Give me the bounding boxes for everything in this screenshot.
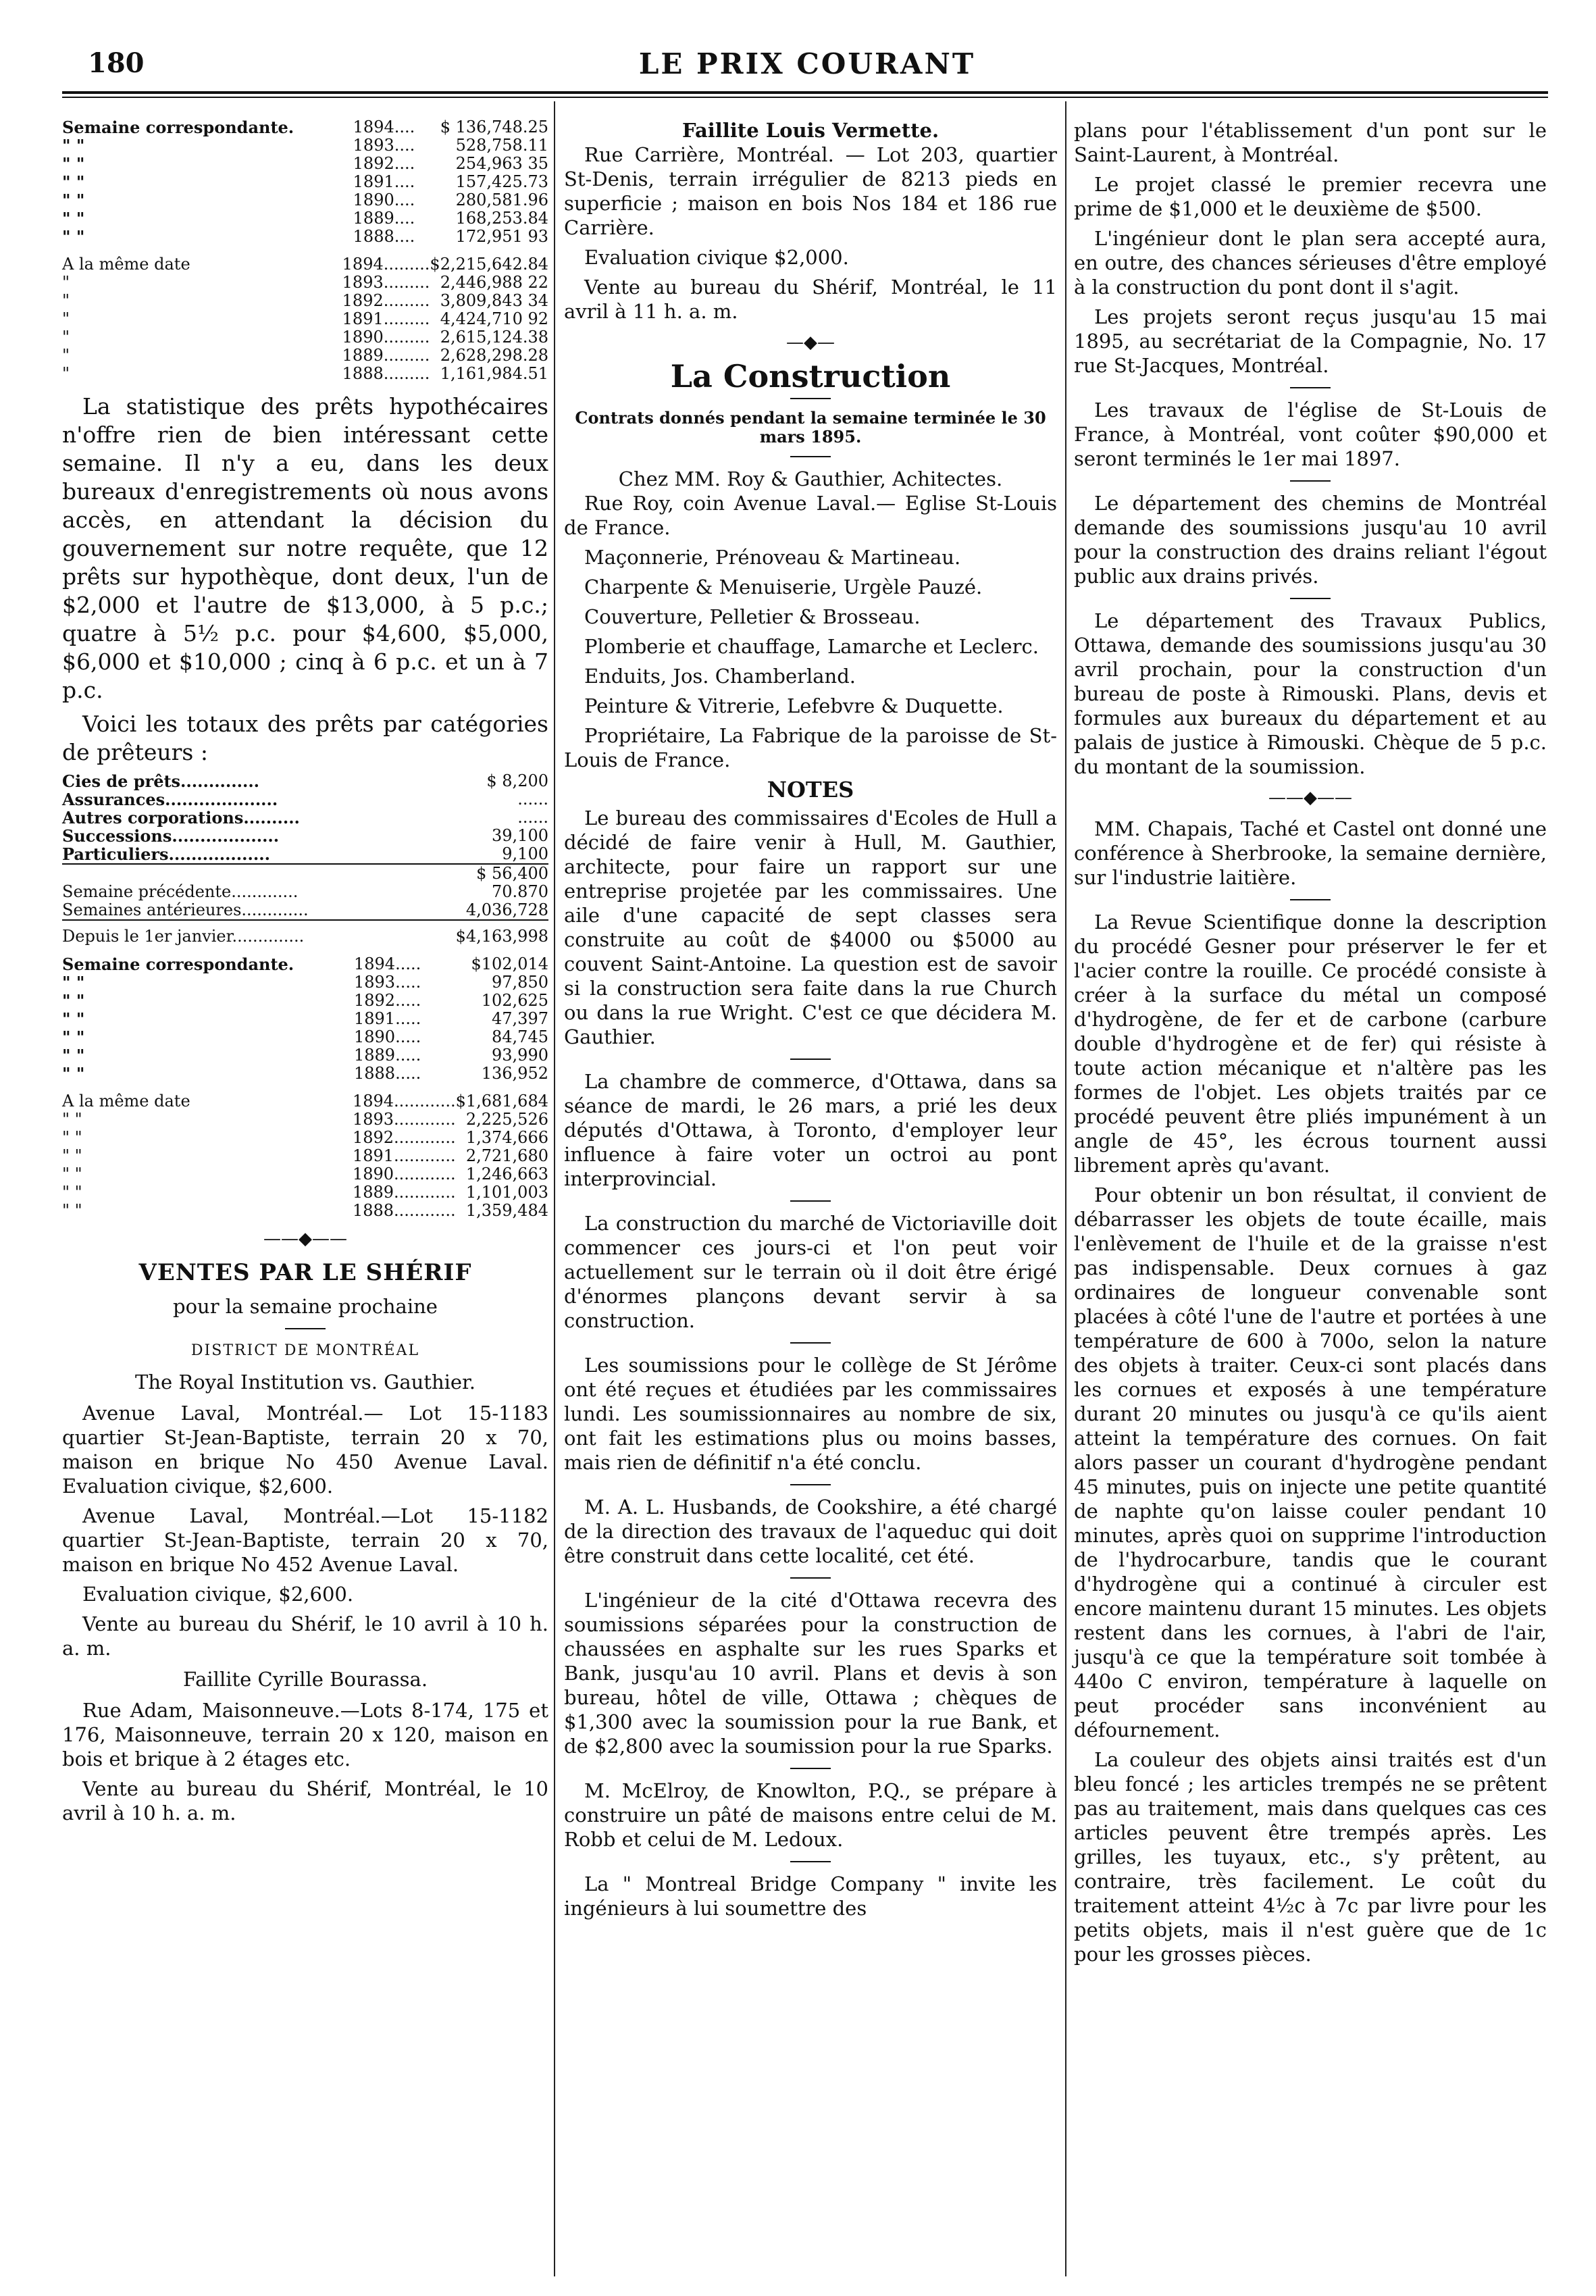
case-title: The Royal Institution vs. Gauthier. (135, 1371, 475, 1394)
row-year: 1894.... (353, 118, 415, 136)
row-value: 1,359,484 (465, 1201, 548, 1220)
row-value: 528,758.11 (455, 136, 548, 155)
row-year: 1890......... (342, 328, 430, 347)
row-label: " " (62, 991, 85, 1011)
notes-title: NOTES (767, 777, 854, 802)
row-year: 1893............ (352, 1110, 456, 1129)
contract-line: Propriétaire, La Fabrique de la paroisse de St-Louis de France. (564, 724, 1057, 771)
table-row (62, 1111, 548, 1129)
case-paragraph: Avenue Laval, Montréal.—Lot 15-1182 quartier St-Jean-Baptiste, terrain 20 x 70, maison en brique No 452 Avenue Laval. (62, 1504, 548, 1576)
row-label: " " (62, 154, 85, 174)
contract-line: Couverture, Pelletier & Brosseau. (584, 605, 921, 628)
row-label: " " (62, 136, 85, 155)
row-value: 172,951 93 (455, 227, 548, 246)
table-row (62, 973, 548, 992)
article-paragraph: Pour obtenir un bon résultat, il convient de débarrasser les objets de toute écaille, mais l'enlèvement de l'huile et de la graisse n'est pas indispensable. Deux cornues à gaz ordinaires de longueur convenable sont placées à côté l'une de l'autre et portées à une température de 600 à 700o, selon la nature des objets à traiter. Ceux-ci sont placés dans les cornues et exposés à une température durant 20 minutes ou jusqu'à ce qu'ils aient atteint la température des cornues. On fait alors passer un courant d'hydrogène pendant 45 minutes, puis on injecte une petite quantité de naphte qu'on laisse couler pendant 10 minutes, après quoi on supprime l'introduction de l'hydrocarbure, tandis que le courant d'hydrogène qui a continué à circuler est encore maintenu durant 15 minutes. Les objets restent dans les cornues, à l'abri de l'air, jusqu'à ce que la température soit tombée à 440o C environ, température à laquelle on peut procéder sans inconvénient au défournement. (1074, 1183, 1547, 1741)
row-label: " " (62, 1027, 85, 1047)
row-year: 1893......... (342, 273, 430, 292)
table-row (62, 209, 548, 228)
lender-table (62, 772, 548, 946)
ventes-title: VENTES PAR LE SHÉRIF (138, 1259, 472, 1286)
note-paragraph: M. McElroy, de Knowlton, P.Q., se prépare à construire un pâté de maisons entre celui de M. Robb et celui de M. Ledoux. (564, 1779, 1057, 1851)
row-value: ...... (517, 790, 548, 809)
row-label: " (62, 291, 70, 310)
row-value: 93,990 (492, 1046, 548, 1065)
table-row (62, 310, 548, 328)
prev-week-label: Semaine précédente............. (62, 882, 299, 901)
row-value: 280,581.96 (455, 190, 548, 209)
row-value: $102,014 (471, 954, 548, 973)
prev-week-value: 70.870 (492, 882, 548, 901)
table-row (62, 1183, 548, 1202)
column-divider (1065, 101, 1066, 2276)
contracts-subtitle: Contrats donnés pendant la semaine terminée le 30 mars 1895. (575, 408, 1046, 447)
row-label: " (62, 273, 70, 292)
row-value: 84,745 (492, 1027, 548, 1046)
header-rule-thin (62, 97, 1548, 98)
since-jan-value: $4,163,998 (455, 927, 548, 946)
ornament-divider: ——◆—— (263, 1229, 347, 1249)
contract-line: Plomberie et chauffage, Lamarche et Leclerc. (584, 635, 1039, 658)
row-value: 2,628,298.28 (440, 346, 548, 365)
ventes-subtitle: pour la semaine prochaine (173, 1295, 438, 1318)
table-row (62, 118, 548, 136)
row-value: ...... (517, 808, 548, 827)
row-label: Particuliers.................. (62, 844, 270, 864)
contract-line: Peinture & Vitrerie, Lefebvre & Duquette. (584, 694, 1004, 717)
table-row (62, 1028, 548, 1046)
contract-line: Enduits, Jos. Chamberland. (584, 665, 856, 688)
row-label: " " (62, 1201, 82, 1220)
table-row (62, 1065, 548, 1083)
row-value: 2,446,988 22 (440, 273, 548, 292)
construction-title: La Construction (670, 358, 951, 394)
table-row (62, 136, 548, 155)
row-label: " " (62, 1128, 82, 1147)
table-row (62, 328, 548, 347)
row-year: 1894..... (354, 954, 421, 973)
article-paragraph: Le département des chemins de Montréal demande des soumissions jusqu'au 10 avril pour la construction des drains reliant l'égout public aux drains privés. (1074, 492, 1547, 588)
row-label: A la même date (62, 1092, 190, 1111)
row-value: 1,101,003 (465, 1183, 548, 1202)
table-row (62, 992, 548, 1010)
row-label: Autres corporations.......... (62, 808, 300, 827)
loans-weekly-table (62, 955, 548, 1083)
row-label: " " (62, 209, 85, 228)
table-row (62, 1010, 548, 1028)
contract-line: Charpente & Menuiserie, Urgèle Pauzé. (584, 576, 983, 598)
row-year: 1889......... (342, 346, 430, 365)
row-year: 1892......... (342, 291, 430, 310)
table-row (62, 1202, 548, 1220)
case-paragraph: Vente au bureau du Shérif, Montréal, le 10 avril à 10 h. a. m. (62, 1777, 548, 1825)
row-year: 1894............ (352, 1092, 456, 1111)
case-paragraph: Vente au bureau du Shérif, le 10 avril à 10 h. a. m. (62, 1612, 548, 1660)
architects-line: Chez MM. Roy & Gauthier, Achitectes. (618, 467, 1003, 490)
table-row (62, 809, 548, 827)
row-label: Successions................... (62, 826, 280, 846)
row-year: 1888............ (352, 1201, 456, 1220)
case-title: Faillite Louis Vermette. (681, 119, 939, 142)
row-label: " (62, 328, 70, 347)
row-year: 1888......... (342, 364, 430, 383)
row-year: 1893..... (354, 973, 421, 992)
lenders-total: $ 56,400 (476, 864, 548, 883)
article-paragraph: L'ingénieur dont le plan sera accepté aura, en outre, des chances sérieuses d'être employé à la construction du pont dont il s'agit. (1074, 227, 1547, 299)
row-label: " " (62, 227, 85, 247)
table-row (62, 1165, 548, 1183)
header-rule (62, 91, 1548, 94)
cumulative-stats-table (62, 255, 548, 383)
since-jan-label: Depuis le 1er janvier.............. (62, 927, 305, 946)
row-label: Semaine correspondante. (62, 954, 294, 974)
table-row (62, 155, 548, 173)
row-value: 157,425.73 (455, 172, 548, 191)
prev-weeks-label: Semaines antérieures............. (62, 900, 309, 919)
row-label: " (62, 364, 70, 383)
row-value: 1,374,666 (465, 1128, 548, 1147)
article-paragraph: plans pour l'établissement d'un pont sur le Saint-Laurent, à Montréal. (1074, 119, 1547, 166)
row-year: 1893.... (353, 136, 415, 155)
case-paragraph: Vente au bureau du Shérif, Montréal, le 11 avril à 11 h. a. m. (564, 276, 1057, 323)
table-row (62, 292, 548, 310)
case-paragraph: Evaluation civique $2,000. (584, 246, 849, 269)
table-row (62, 228, 548, 246)
table-row (62, 365, 548, 383)
row-value: 254,963 35 (455, 154, 548, 173)
table-row (62, 827, 548, 845)
row-year: 1889..... (354, 1046, 421, 1065)
note-paragraph: L'ingénieur de la cité d'Ottawa recevra des soumissions séparées pour la construction de chaussées en asphalte sur les rues Sparks et Bank, jusqu'au 10 avril. Plans et devis à son bureau, hôtel de ville, Ottawa ; chèques de $1,300 avec la soumission pour la rue Bank, et de $2,800 avec la soumission pour la rue Sparks. (564, 1589, 1057, 1758)
table-row (62, 1129, 548, 1147)
journal-title: LE PRIX COURANT (638, 47, 976, 80)
row-label: " (62, 309, 70, 328)
row-value: 1,161,984.51 (440, 364, 548, 383)
district-heading: DISTRICT DE MONTRÉAL (190, 1342, 420, 1359)
row-value: 4,424,710 92 (440, 309, 548, 328)
row-year: 1892............ (352, 1128, 456, 1147)
row-label: Cies de prêts.............. (62, 771, 260, 791)
prev-weeks-value: 4,036,728 (465, 900, 548, 919)
weekly-stats-table (62, 118, 548, 246)
article-paragraph: Les travaux de l'église de St-Louis de France, à Montréal, vont coûter $90,000 et seront terminés le 1er mai 1897. (1074, 399, 1547, 470)
row-value: 2,615,124.38 (440, 328, 548, 347)
row-label: " " (62, 1146, 82, 1165)
row-year: 1891..... (354, 1009, 421, 1028)
table-row (62, 1046, 548, 1065)
note-paragraph: La " Montreal Bridge Company " invite les ingénieurs à lui soumettre des (564, 1872, 1057, 1920)
row-value: 102,625 (481, 991, 548, 1010)
row-value: 2,225,526 (465, 1110, 548, 1129)
page-header (88, 41, 1526, 88)
contract-line: Maçonnerie, Prénoveau & Martineau. (584, 546, 961, 569)
row-label: " " (62, 190, 85, 210)
note-paragraph: Le bureau des commissaires d'Ecoles de Hull a décidé de faire venir à Hull, M. Gauthier, architecte, pour faire un rapport sur une entreprise projetée par les commissaires. Une aile d'une capacité de sept classes sera construite au coût de $4000 ou $5000 au couvent Saint-Antoine. La question est de savoir si la construction sera faite dans la rue Church ou dans la rue Wright. C'est ce que décidera M. Gauthier. (564, 807, 1057, 1048)
lender-intro: Voici les totaux des prêts par catégories de prêteurs : (62, 711, 548, 765)
row-value: 97,850 (492, 973, 548, 992)
row-year: 1892.... (353, 154, 415, 173)
case-title: Faillite Cyrille Bourassa. (182, 1668, 428, 1691)
row-label: Assurances.................... (62, 790, 278, 809)
column-divider (554, 101, 555, 2276)
table-row (62, 772, 548, 790)
case-paragraph: Rue Adam, Maisonneuve.—Lots 8-174, 175 et 176, Maisonneuve, terrain 20 x 120, maison en bois et brique à 2 étages etc. (62, 1699, 548, 1770)
note-paragraph: La construction du marché de Victoriaville doit commencer ces jours-ci et l'on peut voir actuellement sur le terrain où il doit être érigé d'énormes plançons devant servir à sa construction. (564, 1212, 1057, 1332)
table-row (62, 255, 548, 274)
row-label: A la même date (62, 255, 190, 274)
row-year: 1891......... (342, 309, 430, 328)
row-value: 39,100 (492, 826, 548, 845)
row-label: " " (62, 973, 85, 992)
row-year: 1888..... (354, 1064, 421, 1083)
row-year: 1889.... (353, 209, 415, 228)
note-paragraph: M. A. L. Husbands, de Cookshire, a été chargé de la direction des travaux de l'aqueduc qui doit être construit dans cette localité, cet été. (564, 1496, 1057, 1567)
row-value: 3,809,843 34 (440, 291, 548, 310)
row-year: 1891............ (352, 1146, 456, 1165)
row-label: " (62, 346, 70, 365)
table-row (62, 191, 548, 209)
row-label: " " (62, 1046, 85, 1065)
row-label: " " (62, 172, 85, 192)
row-label: " " (62, 1183, 82, 1202)
row-year: 1890..... (354, 1027, 421, 1046)
article-paragraph: La couleur des objets ainsi traités est d'un bleu foncé ; les articles trempés ne se prêtent pas au traitement, mais dans quelques cas ces articles peuvent être trempés après. Les grilles, les tuyaux, etc., s'y prêtent, au contraire, très facilement. Le coût du traitement atteint 4½c à 7c par livre pour les petits objets, mais il n'est guère que de 1c pour les grosses pièces. (1074, 1748, 1547, 1966)
row-year: 1890.... (353, 190, 415, 209)
row-label: " " (62, 1165, 82, 1183)
row-value: $1,681,684 (455, 1092, 548, 1111)
row-value: 1,246,663 (465, 1165, 548, 1183)
row-year: 1892..... (354, 991, 421, 1010)
row-label: Semaine correspondante. (62, 118, 294, 137)
row-value: 9,100 (502, 844, 548, 863)
table-row (62, 274, 548, 292)
case-paragraph: Rue Carrière, Montréal. — Lot 203, quartier St-Denis, terrain irrégulier de 8213 pieds en superficie ; maison en bois Nos 184 et 186 rue Carrière. (564, 143, 1057, 239)
article-paragraph: Les projets seront reçus jusqu'au 15 mai 1895, au secrétariat de la Compagnie, No. 17 rue St-Jacques, Montréal. (1074, 305, 1547, 377)
row-value: $2,215,642.84 (430, 255, 548, 274)
row-year: 1888.... (353, 227, 415, 246)
row-value: 136,952 (481, 1064, 548, 1083)
table-row (62, 845, 548, 864)
row-label: " " (62, 1110, 82, 1129)
table-row (62, 790, 548, 809)
row-value: 2,721,680 (465, 1146, 548, 1165)
row-year: 1891.... (353, 172, 415, 191)
page-number: 180 (88, 47, 145, 79)
row-year: 1889............ (352, 1183, 456, 1202)
case-paragraph: Avenue Laval, Montréal.— Lot 15-1183 quartier St-Jean-Baptiste, terrain 20 x 70, maison en brique No 450 Avenue Laval. Evaluation civique, $2,600. (62, 1402, 548, 1498)
column-3: plans pour l'établissement d'un pont sur le Saint-Laurent, à Montréal. Le projet classé le premier recevra une prime de $1,000 et le deuxième de $500. L'ingénieur dont le plan sera accepté aura, en outre, des chances sérieuses d'être employé à la construction du pont dont il s'agit. Les projets seront reçus jusqu'au 15 mai 1895, au secrétariat de la Compagnie, No. 17 rue St-Jacques, Montréal. Les travaux de l'église de St-Louis de France, à Montréal, vont coûter $90,000 et seront terminés le 1er mai 1897. Le département des chemins de Montréal demande des soumissions jusqu'au 10 avril pour la construction des drains reliant l'égout public aux drains privés. Le département des Travaux Publics, Ottawa, demande des soumissions jusqu'au 30 avril prochain, pour la construction d'un bureau de poste à Rimouski. Plans, devis et formules aux bureaux du département et au palais de justice à Rimouski. Chèque de 5 p.c. du montant de la soumission. ——◆—— MM. Chapais, Taché et Castel ont donné une conférence à Sherbrooke, la semaine dernière, sur l'industrie laitière. La Revue Scientifique donne la description du procédé Gesner pour préserver le fer et l'acier contre la rouille. Ce procédé consiste à créer à la surface du métal un composé d'hydrogène, de fer et de carbone (carbure double d'hydrogène et de fer) qui résiste à toute action mécanique et n'altère pas les formes de l'objet. Les objets traités par ce procédé peuvent être pliés impunément à un angle de 45°, les écrous tournent aussi librement après qu'avant. Pour obtenir un bon résultat, il convient de débarrasser les objets de toute écaille, mais l'enlèvement de l'huile et de la graisse n'est pas indispensable. Deux cornues à gaz ordinaires de longueur convenable sont placées à côté l'une de l'autre et portées à une température de 600 à 700o, selon la nature des objets à traiter. Ceux-ci sont placés dans les cornues et exposés à une température durant 20 minutes ou jusqu'à ce qu'ils aient atteint la température des cornues. On fait alors passer un courant d'hydrogène pendant 45 minutes, puis on injecte une petite quantité de naphte qu'on laisse couler pendant 10 minutes, après quoi on supprime l'introduction de l'hydrocarbure, tandis que le courant d'hydrogène qui a continué à circuler est encore maintenu durant 15 minutes. Les objets restent dans les cornues, à l'abri de l'air, jusqu'à ce que la température soit tombée à 440o C environ, température à laquelle on peut procéder sans inconvénient au défournement. La couleur des objets ainsi traités est d'un bleu foncé ; les articles trempés ne se prêtent pas au traitement, mais dans quelques cas ces articles peuvent être trempés après. Les grilles, les tuyaux, etc., s'y prêtent, au contraire, très facilement. Le coût du traitement atteint 4½c à 7c par livre pour les petits objets, mais il n'est guère que de 1c pour les grosses pièces. (1074, 119, 1547, 1966)
table-row (62, 173, 548, 191)
contract-line: Rue Roy, coin Avenue Laval.— Eglise St-Louis de France. (564, 492, 1057, 539)
row-year: 1894......... (342, 255, 430, 274)
case-paragraph: Evaluation civique, $2,600. (82, 1583, 354, 1606)
row-value: 47,397 (492, 1009, 548, 1028)
column-2: Faillite Louis Vermette. Rue Carrière, Montréal. — Lot 203, quartier St-Denis, terrain irrégulier de 8213 pieds en superficie ; maison en bois Nos 184 et 186 rue Carrière. Evaluation civique $2,000. Vente au bureau du Shérif, Montréal, le 11 avril à 11 h. a. m. —◆— La Construction Contrats donnés pendant la semaine terminée le 30 mars 1895. Chez MM. Roy & Gauthier, Achitectes. Rue Roy, coin Avenue Laval.— Eglise St-Louis de France. Maçonnerie, Prénoveau & Martineau. Charpente & Menuiserie, Urgèle Pauzé. Couverture, Pelletier & Brosseau. Plomberie et chauffage, Lamarche et Leclerc. Enduits, Jos. Chamberland. Peinture & Vitrerie, Lefebvre & Duquette. Propriétaire, La Fabrique de la paroisse de St-Louis de France. NOTES Le bureau des commissaires d'Ecoles de Hull a décidé de faire venir à Hull, M. Gauthier, architecte, pour faire un rapport sur une entreprise projetée par les commissaires. Une aile d'une capacité de sept classes sera construite au coût de $4000 ou $5000 au couvent Saint-Antoine. La question est de savoir si la construction sera faite dans la rue Church ou dans la rue Wright. C'est ce que décidera M. Gauthier. La chambre de commerce, d'Ottawa, dans sa séance de mardi, le 26 mars, a prié les deux députés d'Ottawa, à Toronto, d'employer leur influence à faire voter un octroi au pont interprovincial. La construction du marché de Victoriaville doit commencer ces jours-ci et l'on peut voir actuellement sur le terrain où il doit être érigé d'énormes plançons devant servir à sa construction. Les soumissions pour le collège de St Jérôme ont été reçues et étudiées par les commissaires lundi. Les soumissionnaires au nombre de six, ont fait les estimations plus ou moins basses, mais rien de définitif n'a été conclu. M. A. L. Husbands, de Cookshire, a été chargé de la direction des travaux de l'aqueduc qui doit être construit dans cette localité, cet été. L'ingénieur de la cité d'Ottawa recevra des soumissions séparées pour la construction de chaussées en asphalte sur les rues Sparks et Bank, jusqu'au 10 avril. Plans et devis à son bureau, hôtel de ville, Ottawa ; chèques de $1,300 avec la soumission pour la rue Bank, et de $2,800 avec la soumission pour la rue Sparks. M. McElroy, de Knowlton, P.Q., se prépare à construire un pâté de maisons entre celui de M. Robb et celui de M. Ledoux. La " Montreal Bridge Company " invite les ingénieurs à lui soumettre des (564, 119, 1057, 1920)
article-paragraph: La Revue Scientifique donne la description du procédé Gesner pour préserver le fer et l'acier contre la rouille. Ce procédé consiste à créer à la surface du métal un composé d'hydrogène, de fer et de carbone (carbure double d'hydrogène et de fer) qui résiste à toute action mécanique et n'altère pas les formes de l'objet. Les objets traités par ce procédé peuvent être pliés impunément à un angle de 45°, les écrous tournent aussi librement après qu'avant. (1074, 911, 1547, 1177)
row-value: 168,253.84 (455, 209, 548, 228)
note-paragraph: Les soumissions pour le collège de St Jérôme ont été reçues et étudiées par les commissaires lundi. Les soumissionnaires au nombre de six, ont fait les estimations plus ou moins basses, mais rien de définitif n'a été conclu. (564, 1354, 1057, 1474)
table-row (62, 1147, 548, 1165)
row-label: " " (62, 1064, 85, 1083)
table-row (62, 955, 548, 973)
row-value: $ 8,200 (486, 771, 548, 790)
loans-cumulative-table (62, 1092, 548, 1220)
row-year: 1890............ (352, 1165, 456, 1183)
article-paragraph: Le projet classé le premier recevra une prime de $1,000 et le deuxième de $500. (1074, 173, 1547, 220)
column-1 (62, 118, 548, 1831)
article-paragraph: MM. Chapais, Taché et Castel ont donné une conférence à Sherbrooke, la semaine dernière, sur l'industrie laitière. (1074, 817, 1547, 889)
table-row (62, 1092, 548, 1111)
table-row (62, 347, 548, 365)
article-paragraph: Le département des Travaux Publics, Ottawa, demande des soumissions jusqu'au 30 avril prochain, pour la construction d'un bureau de poste à Rimouski. Plans, devis et formules aux bureaux du département et au palais de justice à Rimouski. Chèque de 5 p.c. du montant de la soumission. (1074, 609, 1547, 778)
mortgage-paragraph: La statistique des prêts hypothécaires n'offre rien de bien intéressant cette semaine. Il n'y a eu, dans les deux bureaux d'enregistrements où nous avons accès, en attendant la décision du gouvernement sur notre requête, que 12 prêts sur hypothèque, dont deux, l'un de $2,000 et l'autre de $13,000, à 5 p.c.; quatre à 5½ p.c. pour $4,600, $5,000, $6,000 et $10,000 ; cinq à 6 p.c. et un à 7 p.c. (62, 393, 548, 703)
row-label: " " (62, 1009, 85, 1029)
note-paragraph: La chambre de commerce, d'Ottawa, dans sa séance de mardi, le 26 mars, a prié les deux députés d'Ottawa, à Toronto, d'employer leur influence à faire voter un octroi au pont interprovincial. (564, 1070, 1057, 1190)
row-value: $ 136,748.25 (440, 118, 548, 136)
